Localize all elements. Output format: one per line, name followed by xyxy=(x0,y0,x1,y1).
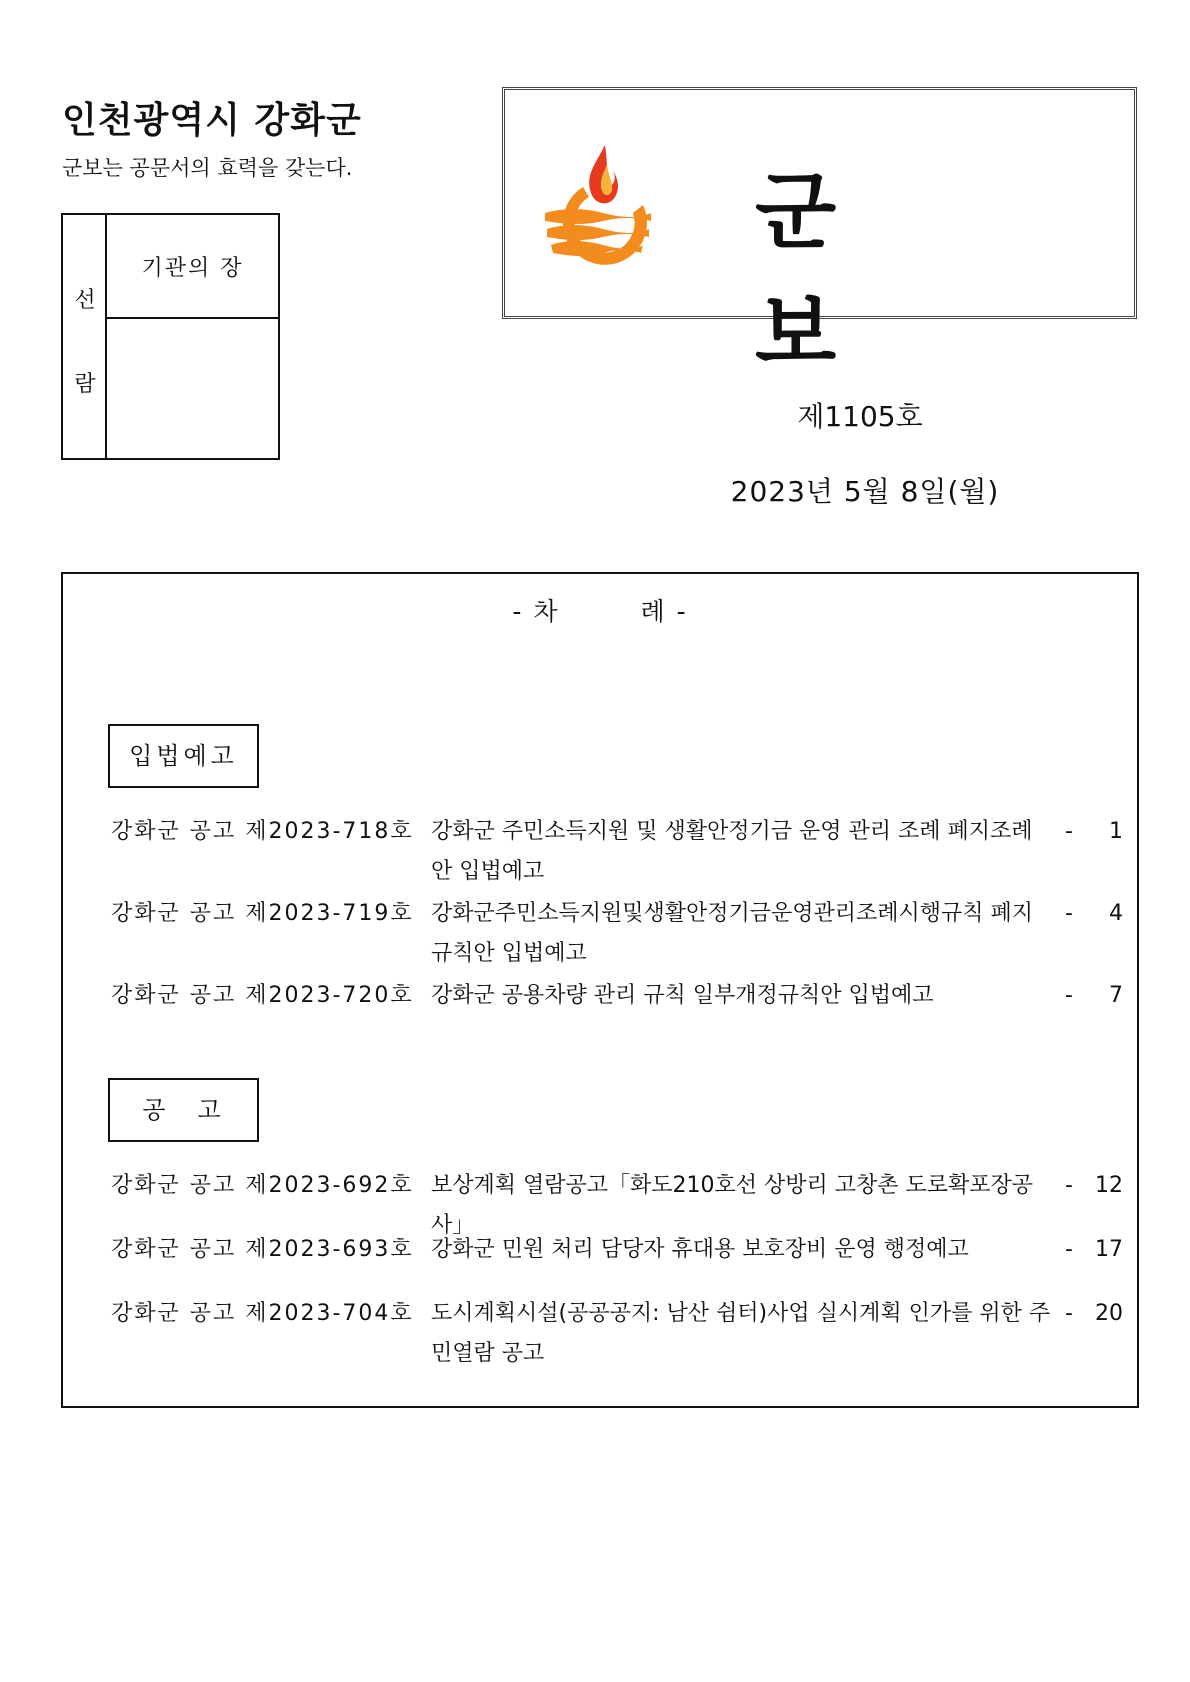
page-number: 1 xyxy=(1109,819,1123,844)
review-box xyxy=(61,213,280,460)
leader-dash: - xyxy=(1065,1173,1073,1198)
review-side-char-1: 선 xyxy=(74,288,96,313)
leader-dash: - xyxy=(1065,983,1073,1008)
review-head-label: 기관의 장 xyxy=(141,256,244,281)
notice-title: 강화군 민원 처리 담당자 휴대용 보호장비 운영 행정예고 xyxy=(431,1237,969,1262)
gazette-title: 군 보 xyxy=(755,163,957,382)
notice-title: 강화군 공용차량 관리 규칙 일부개정규칙안 입법예고 xyxy=(431,983,934,1008)
notice-number: 강화군 공고 제2023-720호 xyxy=(111,983,414,1008)
review-side-char-2: 람 xyxy=(74,372,96,397)
page-number: 20 xyxy=(1095,1301,1123,1326)
page-number: 17 xyxy=(1095,1237,1123,1262)
issue-date: 2023년 5월 8일(월) xyxy=(730,475,1000,508)
leader-dash: - xyxy=(1065,819,1073,844)
issue-number: 제1105호 xyxy=(797,400,923,433)
section-label-legislative-notice: 입법예고 xyxy=(108,724,259,788)
leader-dash: - xyxy=(1065,901,1073,926)
page-number: 7 xyxy=(1109,983,1123,1008)
gazette-title-box xyxy=(502,87,1137,382)
org-subtitle: 군보는 공문서의 효력을 갖는다. xyxy=(62,156,353,180)
review-head-cell xyxy=(107,215,278,319)
toc-heading xyxy=(63,592,1137,628)
notice-title: 강화군 주민소득지원 및 생활안정기금 운영 관리 조례 폐지조례안 입법예고 xyxy=(431,819,1033,884)
review-side-column xyxy=(63,215,107,458)
leader-dash: - xyxy=(1065,1301,1073,1326)
notice-number: 강화군 공고 제2023-719호 xyxy=(111,901,414,926)
notice-number: 강화군 공고 제2023-693호 xyxy=(111,1237,414,1262)
table-of-contents xyxy=(61,572,1139,1408)
page-number: 4 xyxy=(1109,901,1123,926)
notice-title: 강화군주민소득지원및생활안정기금운영관리조례시행규칙 폐지규칙안 입법예고 xyxy=(431,901,1034,966)
county-logo-icon xyxy=(543,135,673,275)
notice-title: 보상계획 열람공고「화도210호선 상방리 고창촌 도로확포장공사」 xyxy=(431,1173,1034,1238)
notice-number: 강화군 공고 제2023-692호 xyxy=(111,1173,414,1198)
notice-number: 강화군 공고 제2023-718호 xyxy=(111,819,414,844)
page-number: 12 xyxy=(1095,1173,1123,1198)
toc-heading-text: - 차 례 - xyxy=(512,597,688,626)
notice-number: 강화군 공고 제2023-704호 xyxy=(111,1301,414,1326)
leader-dash: - xyxy=(1065,1237,1073,1262)
org-title: 인천광역시 강화군 xyxy=(62,100,362,141)
section-label-public-notice: 공 고 xyxy=(108,1078,259,1142)
notice-title: 도시계획시설(공공공지: 남산 쉼터)사업 실시계획 인가를 위한 주민열람 공고 xyxy=(431,1301,1051,1366)
